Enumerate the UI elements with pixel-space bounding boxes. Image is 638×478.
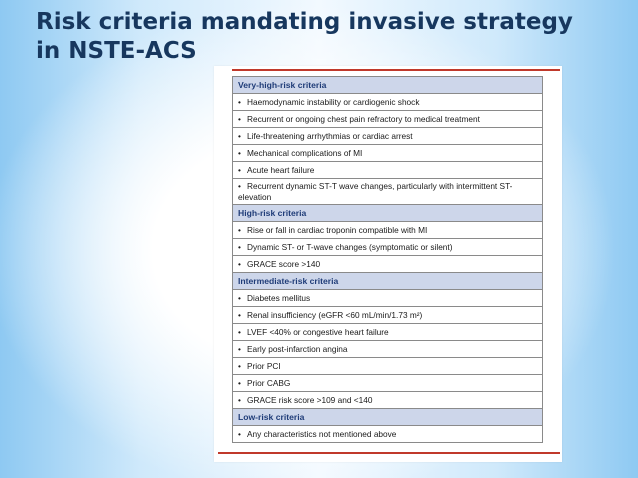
bullet-marker: • — [238, 377, 241, 388]
criteria-text: Prior PCI — [247, 360, 281, 371]
bullet-marker: • — [238, 428, 241, 439]
criteria-text: GRACE score >140 — [247, 258, 321, 269]
criteria-row — [233, 111, 543, 128]
criteria-text: Haemodynamic instability or cardiogenic shock — [247, 96, 420, 107]
criteria-cell — [233, 358, 543, 375]
criteria-row — [233, 392, 543, 409]
criteria-row — [233, 307, 543, 324]
criteria-row — [233, 145, 543, 162]
title-line-2: in NSTE-ACS — [36, 38, 197, 64]
criteria-row — [233, 375, 543, 392]
criteria-text: Renal insufficiency (eGFR <60 mL/min/1.73 m²) — [247, 309, 423, 320]
bullet-marker: • — [238, 147, 241, 158]
slide-title — [36, 8, 596, 66]
criteria-cell — [233, 145, 543, 162]
bullet-marker: • — [238, 343, 241, 354]
title-line-1: Risk criteria mandating invasive strategy — [36, 9, 573, 35]
bullet-marker: • — [238, 326, 241, 337]
criteria-cell — [233, 290, 543, 307]
criteria-cell — [233, 128, 543, 145]
bullet-marker: • — [238, 360, 241, 371]
criteria-text: Any characteristics not mentioned above — [247, 428, 397, 439]
criteria-row — [233, 128, 543, 145]
bullet-marker: • — [238, 309, 241, 320]
criteria-text: Early post-infarction angina — [247, 343, 348, 354]
criteria-cell — [233, 94, 543, 111]
criteria-text: Rise or fall in cardiac troponin compatible with MI — [247, 224, 428, 235]
criteria-cell — [233, 426, 543, 443]
criteria-text: Prior CABG — [247, 377, 291, 388]
criteria-text: GRACE risk score >109 and <140 — [247, 394, 373, 405]
criteria-row — [233, 162, 543, 179]
criteria-cell — [233, 256, 543, 273]
section-header: High-risk criteria — [233, 205, 543, 222]
criteria-text: Life-threatening arrhythmias or cardiac arrest — [247, 130, 413, 141]
bullet-marker: • — [238, 181, 241, 191]
criteria-cell — [233, 341, 543, 358]
risk-criteria-table — [232, 76, 543, 443]
bullet-marker: • — [238, 224, 241, 235]
criteria-text: Dynamic ST- or T-wave changes (symptomatic or silent) — [247, 241, 453, 252]
criteria-row — [233, 222, 543, 239]
criteria-text: Acute heart failure — [247, 164, 315, 175]
section-header: Low-risk criteria — [233, 409, 543, 426]
criteria-text: Recurrent dynamic ST-T wave changes, particularly with intermittent ST-elevation — [238, 181, 513, 202]
criteria-row — [233, 256, 543, 273]
criteria-text: Diabetes mellitus — [247, 292, 311, 303]
bullet-marker: • — [238, 130, 241, 141]
section-header-row — [233, 77, 543, 94]
criteria-cell — [233, 111, 543, 128]
section-header-row — [233, 273, 543, 290]
criteria-row — [233, 358, 543, 375]
section-header-row — [233, 409, 543, 426]
bullet-marker: • — [238, 394, 241, 405]
criteria-row — [233, 94, 543, 111]
bullet-marker: • — [238, 164, 241, 175]
criteria-row — [233, 239, 543, 256]
risk-criteria-panel — [214, 66, 562, 462]
criteria-row — [233, 341, 543, 358]
section-header-row — [233, 205, 543, 222]
criteria-cell — [233, 179, 543, 205]
bottom-red-rule — [218, 452, 560, 454]
criteria-cell — [233, 239, 543, 256]
bullet-marker: • — [238, 96, 241, 107]
criteria-cell — [233, 307, 543, 324]
bullet-marker: • — [238, 292, 241, 303]
section-header: Very-high-risk criteria — [233, 77, 543, 94]
criteria-cell — [233, 392, 543, 409]
section-header: Intermediate-risk criteria — [233, 273, 543, 290]
criteria-text: Mechanical complications of MI — [247, 147, 363, 158]
criteria-row — [233, 324, 543, 341]
bullet-marker: • — [238, 258, 241, 269]
criteria-text: Recurrent or ongoing chest pain refractory to medical treatment — [247, 113, 480, 124]
bullet-marker: • — [238, 113, 241, 124]
criteria-row — [233, 179, 543, 205]
criteria-cell — [233, 222, 543, 239]
criteria-cell — [233, 162, 543, 179]
criteria-row — [233, 426, 543, 443]
criteria-cell — [233, 375, 543, 392]
criteria-row — [233, 290, 543, 307]
bullet-marker: • — [238, 241, 241, 252]
top-red-rule — [232, 69, 560, 71]
criteria-cell — [233, 324, 543, 341]
criteria-text: LVEF <40% or congestive heart failure — [247, 326, 389, 337]
